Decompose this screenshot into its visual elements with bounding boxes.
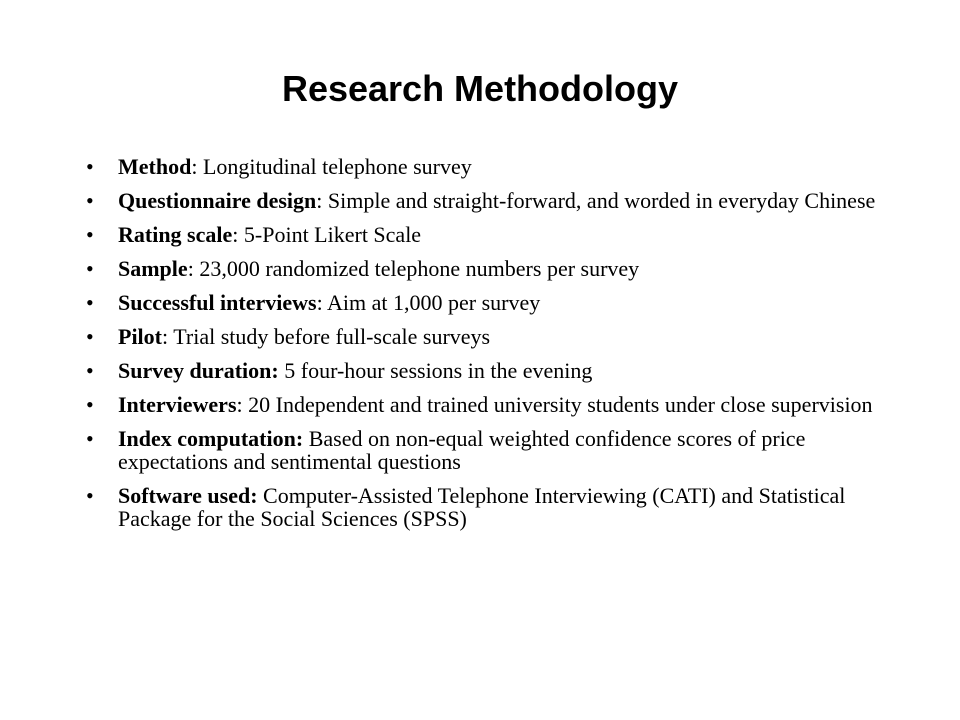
bullet-text: 5-Point Likert Scale [243, 222, 422, 247]
slide-title: Research Methodology [281, 68, 679, 109]
bullet-label: Sample [118, 256, 188, 281]
bullet-label: Method [118, 154, 192, 179]
bullet-text: Simple and straight-forward, and worded in everyday Chinese [327, 188, 876, 213]
bullet-text: 23,000 randomized telephone numbers per survey [199, 256, 640, 281]
bullet-label: Interviewers [118, 392, 237, 417]
bullet-icon: • [86, 290, 94, 315]
bullet-item-successful-interviews [86, 291, 906, 314]
bullet-label: Index computation: [118, 426, 304, 451]
bullet-list [86, 155, 906, 541]
bullet-icon: • [86, 188, 94, 213]
bullet-label: Survey duration: [118, 358, 279, 383]
bullet-text: Based on non-equal weighted confidence scores of price expectations and sentimental questions [118, 426, 806, 474]
bullet-text: 5 four-hour sessions in the evening [284, 358, 593, 383]
bullet-icon: • [86, 483, 94, 508]
bullet-label: Pilot [118, 324, 162, 349]
bullet-separator: : [187, 256, 200, 281]
bullet-text: Longitudinal telephone survey [202, 154, 472, 179]
bullet-icon: • [86, 392, 94, 417]
bullet-icon: • [86, 358, 94, 383]
bullet-item-questionnaire-design [86, 189, 906, 212]
bullet-item-interviewers [86, 393, 906, 416]
bullet-label: Software used: [118, 483, 258, 508]
bullet-text: 20 Independent and trained university students under close supervision [248, 392, 873, 417]
bullet-separator: : [236, 392, 249, 417]
bullet-label: Successful interviews [118, 290, 317, 315]
bullet-separator: : [316, 188, 328, 213]
bullet-item-rating-scale [86, 223, 906, 246]
bullet-icon: • [86, 256, 94, 281]
bullet-text: Computer-Assisted Telephone Interviewing (CATI) and Statistical Package for the Social Sciences (SPSS) [118, 483, 846, 531]
bullet-icon: • [86, 426, 94, 451]
bullet-separator: : [162, 324, 174, 349]
bullet-item-pilot [86, 325, 906, 348]
bullet-label: Rating scale [118, 222, 233, 247]
bullet-item-sample [86, 257, 906, 280]
bullet-separator: : [191, 154, 203, 179]
bullet-icon: • [86, 154, 94, 179]
bullet-text: Trial study before full-scale surveys [173, 324, 491, 349]
bullet-item-method [86, 155, 906, 178]
bullet-separator: : [316, 290, 327, 315]
bullet-item-index-computation [86, 427, 906, 473]
bullet-separator: : [232, 222, 244, 247]
bullet-item-software-used [86, 484, 906, 530]
bullet-item-survey-duration [86, 359, 906, 382]
bullet-icon: • [86, 324, 94, 349]
bullet-text: Aim at 1,000 per survey [327, 290, 541, 315]
bullet-icon: • [86, 222, 94, 247]
bullet-label: Questionnaire design [118, 188, 317, 213]
